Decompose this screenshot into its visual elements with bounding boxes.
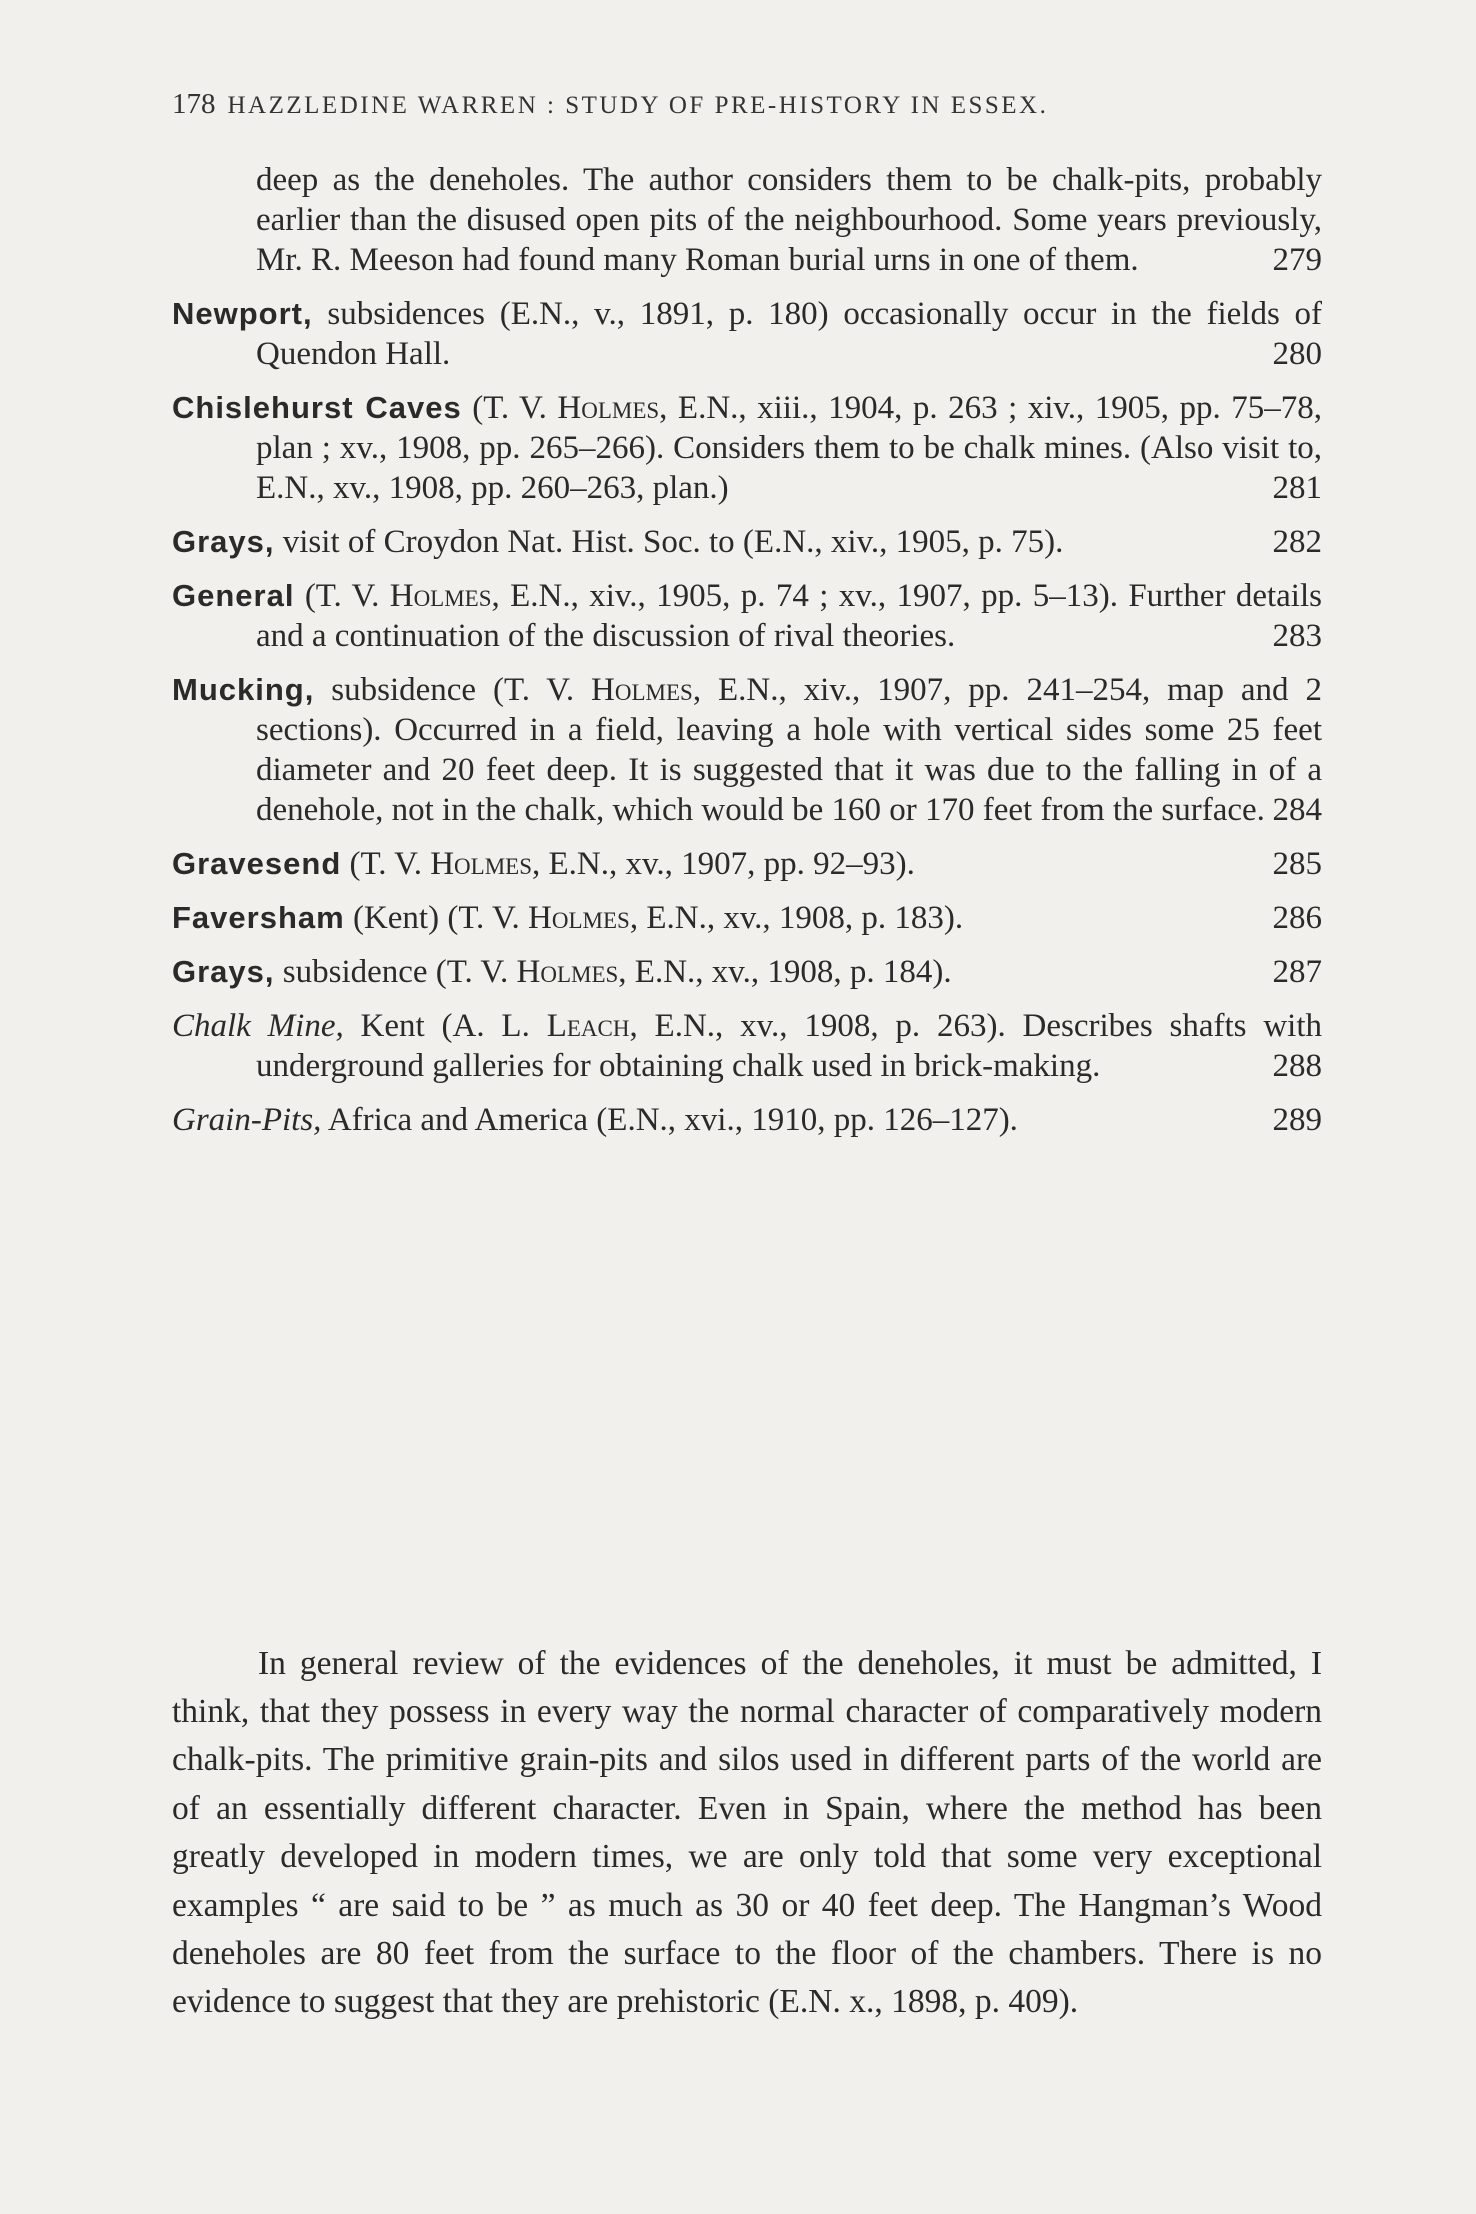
entry-author: Leach [546, 1008, 630, 1044]
bibliography-entry-287 [172, 952, 1322, 992]
entry-text: Kent (A. L. [343, 1008, 547, 1044]
entry-text: , E.N., xv., 1908, p. 183). [629, 900, 964, 936]
entry-text: , E.N., xiv., 1907, pp. 241–254, map and 2 sections). Occurred in a field, leaving a hole with vertical sides some 25 feet diameter and 20 feet deep. It is suggested that it was due to the falling in of a denehole, not in the chalk, which would be 160 or 170 feet from the surface. [256, 672, 1322, 828]
entry-number: 286 [1272, 900, 1322, 936]
body-paragraph: In general review of the evidences of the deneholes, it must be admitted, I think, that they possess in every way the normal character of comparatively modern chalk-pits. The primitive grain-pits and silos used in different parts of the world are of an essentially different character. Even in Spain, where the method has been greatly developed in modern times, we are only told that some very exceptional examples “ are said to be ” as much as 30 or 40 feet deep. The Hangman’s Wood deneholes are 80 feet from the surface to the floor of the chambers. There is no evidence to suggest that they are prehistoric (E.N. x., 1898, p. 409). [172, 1644, 1322, 2021]
entry-text: , E.N., xv., 1908, p. 263). Describes shafts with underground galleries for obtaining chalk used in brick-making. [256, 1008, 1322, 1084]
entry-number: 284 [1272, 792, 1322, 828]
entry-heading: General [172, 578, 295, 613]
entry-heading: Faversham [172, 900, 345, 935]
entry-text: (Kent) (T. V. [344, 900, 529, 936]
entry-text: , E.N., xiii., 1904, p. 263 ; xiv., 1905, pp. 75–78, plan ; xv., 1908, pp. 265–266). Considers them to be chalk mines. (Also visit to, E.N., xv., 1908, pp. 260–263, plan.) [256, 390, 1322, 506]
bibliography-entry-280 [172, 294, 1322, 374]
entry-text: Africa and America (E.N., xvi., 1910, pp. 126–127). [321, 1102, 1018, 1138]
bibliography-entry-281 [172, 388, 1322, 508]
entry-number: 282 [1272, 524, 1322, 560]
entry-number: 289 [1272, 1102, 1322, 1138]
entry-number: 279 [1272, 242, 1322, 278]
entry-text: (T. V. [461, 390, 558, 426]
entry-author: Holmes [389, 578, 492, 614]
entry-heading: Mucking, [172, 672, 315, 707]
entry-text: visit of Croydon Nat. Hist. Soc. to (E.N., xiv., 1905, p. 75). [274, 524, 1064, 560]
entry-text: subsidence (T. V. [274, 954, 517, 990]
entry-text: subsidence (T. V. [314, 672, 592, 708]
entry-number: 283 [1272, 618, 1322, 654]
bibliography-entry-279 [172, 160, 1322, 280]
entry-text: , E.N., xv., 1907, pp. 92–93). [532, 846, 915, 882]
entry-author: Holmes [516, 954, 619, 990]
entry-number: 288 [1272, 1048, 1322, 1084]
bibliography-entry-286 [172, 898, 1322, 938]
entry-text: , E.N., xiv., 1905, p. 74 ; xv., 1907, pp. 5–13). Further details and a continuation of the discussion of rival theories. [256, 578, 1322, 654]
bibliography-entry-285 [172, 844, 1322, 884]
bibliography-entry-284 [172, 670, 1322, 830]
entry-heading: Chislehurst Caves [172, 390, 462, 425]
entry-number: 281 [1272, 470, 1322, 506]
running-head [172, 88, 1322, 121]
entry-text: (T. V. [341, 846, 431, 882]
entry-author: Holmes [528, 900, 630, 936]
entry-author: Holmes [430, 846, 532, 882]
entry-heading: Gravesend [172, 846, 342, 881]
entry-author: Holmes [557, 390, 660, 426]
entry-text: (T. V. [294, 578, 390, 614]
running-title: HAZZLEDINE WARREN : STUDY OF PRE-HISTORY IN ESSEX. [227, 92, 1049, 119]
bibliography-entry-288 [172, 1006, 1322, 1086]
entry-heading: Newport, [172, 296, 313, 331]
bibliography-entry-289 [172, 1100, 1322, 1140]
entry-text: , E.N., xv., 1908, p. 184). [618, 954, 952, 990]
entry-heading: Grays, [172, 954, 275, 989]
bibliography-entry-283 [172, 576, 1322, 656]
entry-heading: Grays, [172, 524, 275, 559]
page-number: 178 [172, 88, 216, 120]
entry-author: Holmes [591, 672, 693, 708]
bibliography-list [172, 160, 1322, 1154]
entry-text: deep as the deneholes. The author considers them to be chalk-pits, probably earlier than the disused open pits of the neighbourhood. Some years previously, Mr. R. Meeson had found many Roman burial urns in one of them. [256, 162, 1322, 278]
entry-heading: Chalk Mine, [172, 1008, 344, 1044]
entry-number: 285 [1272, 846, 1322, 882]
entry-text: subsidences (E.N., v., 1891, p. 180) occasionally occur in the fields of Quendon Hall. [256, 296, 1322, 372]
entry-number: 287 [1272, 954, 1322, 990]
entry-heading: Grain-Pits, [172, 1102, 322, 1138]
entry-number: 280 [1272, 336, 1322, 372]
bibliography-entry-282 [172, 522, 1322, 562]
